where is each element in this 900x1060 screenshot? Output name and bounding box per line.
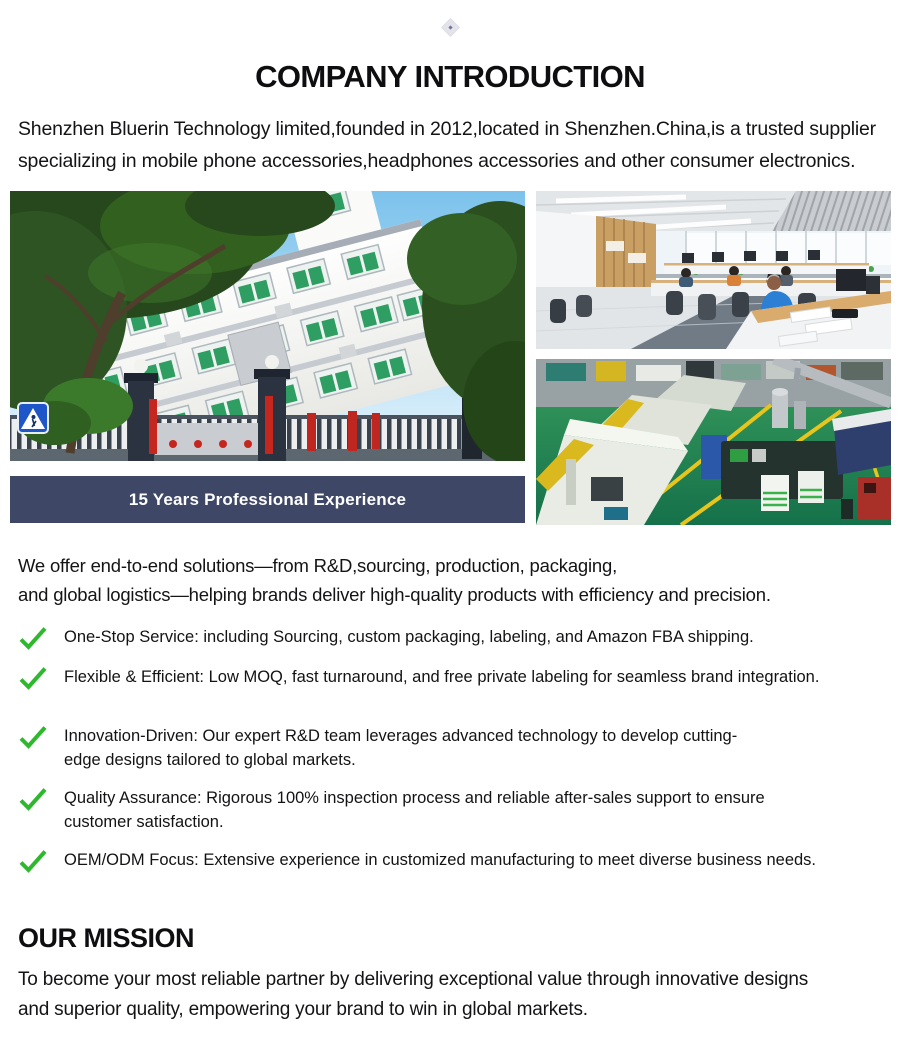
feature-label: Innovation-Driven: Our expert R&D team leverages advanced technology to develop cutting-edge designs tailored to global markets. bbox=[64, 727, 738, 769]
diamond-icon bbox=[441, 18, 459, 36]
check-icon bbox=[18, 725, 48, 749]
feature-item-one-stop-service bbox=[18, 625, 882, 650]
mission-title: OUR MISSION bbox=[18, 923, 195, 953]
factory-floor-photo bbox=[536, 359, 891, 525]
page-title: COMPANY INTRODUCTION bbox=[255, 59, 645, 94]
gallery-right-column bbox=[536, 191, 891, 525]
experience-banner bbox=[10, 476, 525, 523]
feature-label: Flexible & Efficient: Low MOQ, fast turnaround, and free private labeling for seamless brand integration. bbox=[64, 668, 820, 686]
feature-item-oem-odm-focus bbox=[18, 848, 882, 873]
gallery-left-column bbox=[10, 191, 525, 525]
features-list bbox=[0, 625, 900, 873]
feature-label: One-Stop Service: including Sourcing, custom packaging, labeling, and Amazon FBA shipping. bbox=[64, 628, 754, 646]
solutions-line-1: We offer end-to-end solutions—from R&D,sourcing, production, packaging, bbox=[18, 555, 618, 576]
check-icon bbox=[18, 626, 48, 650]
header-ornament bbox=[0, 0, 900, 50]
experience-banner-label: 15 Years Professional Experience bbox=[128, 489, 407, 509]
intro-text: Shenzhen Bluerin Technology limited,founded in 2012,located in Shenzhen.China,is a trusted supplier specializing in mobile phone accessories,headphones accessories and other consumer electronics. bbox=[18, 118, 876, 172]
solutions-line-2: and global logistics—helping brands deliver high-quality products with efficiency and precision. bbox=[18, 584, 771, 605]
feature-item-flexible-efficient bbox=[18, 665, 882, 690]
feature-item-innovation-driven bbox=[18, 724, 882, 772]
feature-label: Quality Assurance: Rigorous 100% inspection process and reliable after-sales support to ensure customer satisfaction. bbox=[64, 789, 765, 831]
company-building-photo bbox=[10, 191, 525, 461]
photo-gallery bbox=[10, 191, 891, 525]
feature-label: OEM/ODM Focus: Extensive experience in customized manufacturing to meet diverse business needs. bbox=[64, 851, 817, 869]
mission-text: To become your most reliable partner by delivering exceptional value through innovative designs and superior quality, empowering your brand to win in global markets. bbox=[18, 969, 809, 1020]
office-interior-photo bbox=[536, 191, 891, 349]
check-icon bbox=[18, 787, 48, 811]
check-icon bbox=[18, 666, 48, 690]
check-icon bbox=[18, 849, 48, 873]
feature-item-quality-assurance bbox=[18, 786, 882, 834]
solutions-text bbox=[18, 551, 882, 609]
